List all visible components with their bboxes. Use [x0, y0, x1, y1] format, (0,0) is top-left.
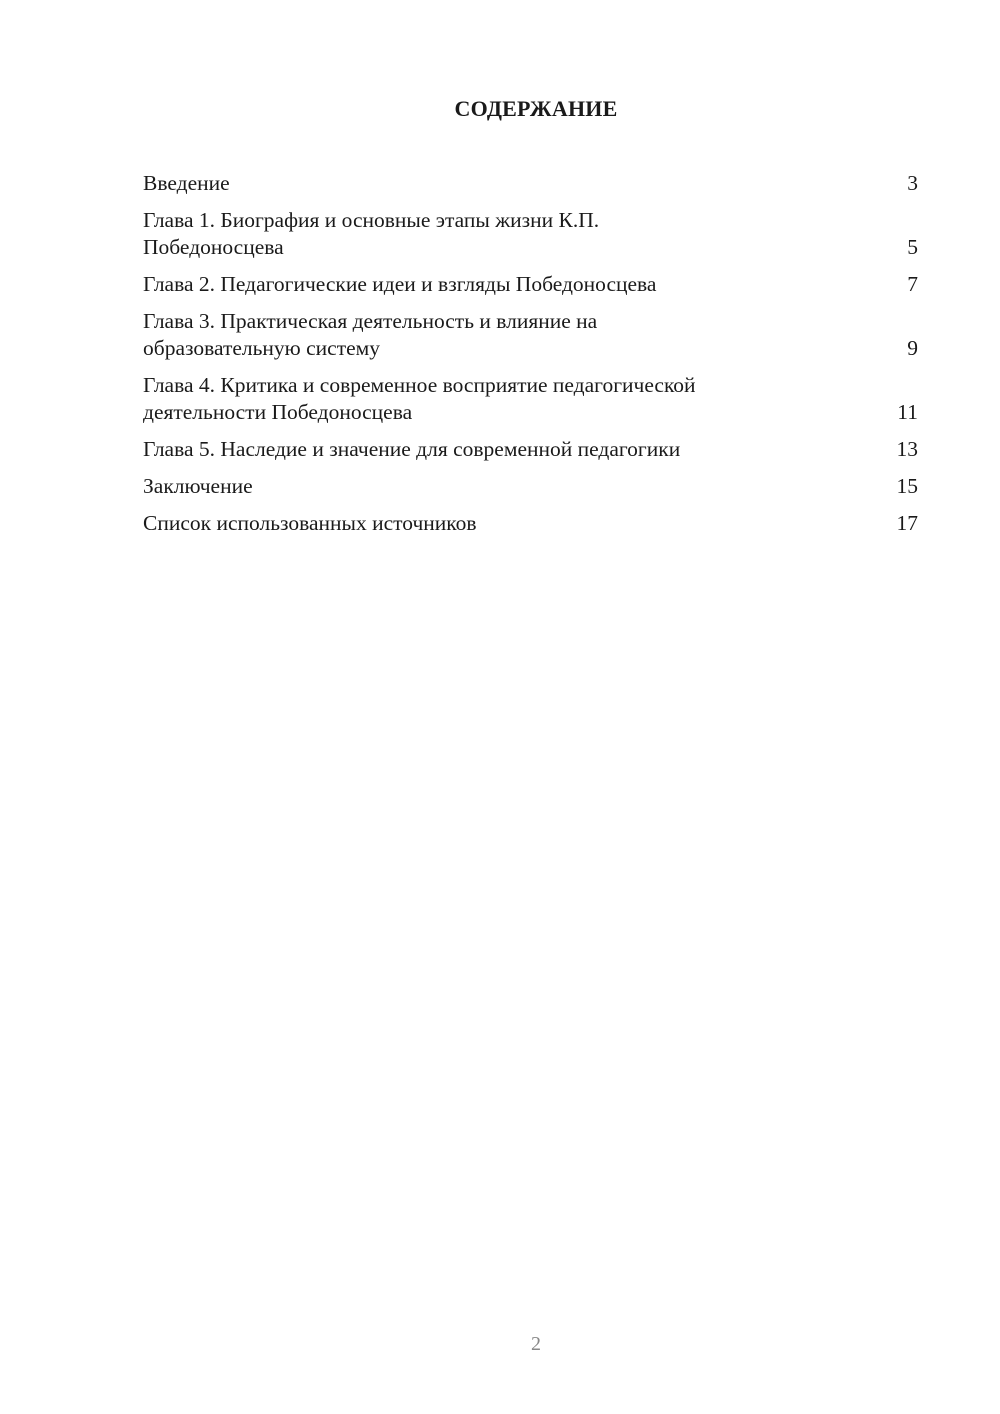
toc-entry-page: 11 — [897, 400, 918, 424]
toc-entry-text: Глава 1. Биография и основные этапы жизни К.П. Победоносцева — [143, 208, 600, 259]
toc-entry-text: Введение — [143, 171, 230, 195]
page-number: 2 — [531, 1333, 541, 1355]
toc-entry-introduction[interactable] — [143, 170, 918, 197]
toc-entry-chapter-2[interactable] — [143, 271, 918, 298]
toc-entry-chapter-5[interactable] — [143, 436, 918, 463]
toc-entry-page: 5 — [907, 235, 918, 259]
toc-entry-text: Глава 3. Практическая деятельность и влияние на образовательную систему — [143, 309, 598, 360]
toc-entry-text: Список использованных источников — [143, 511, 477, 535]
toc-entry-page: 3 — [907, 171, 918, 195]
table-of-contents — [143, 170, 918, 547]
toc-entry-text: Глава 2. Педагогические идеи и взгляды Победоносцева — [143, 272, 657, 296]
page-title: СОДЕРЖАНИЕ — [454, 96, 618, 121]
toc-entry-references[interactable] — [143, 510, 918, 537]
toc-entry-chapter-4[interactable] — [143, 372, 918, 426]
toc-entry-chapter-1[interactable] — [143, 207, 918, 261]
toc-entry-text: Глава 4. Критика и современное восприятие педагогической деятельности Победоносцева — [143, 373, 696, 424]
toc-entry-page: 17 — [896, 511, 918, 535]
toc-entry-text: Глава 5. Наследие и значение для современной педагогики — [143, 437, 681, 461]
toc-entry-page: 15 — [896, 474, 918, 498]
toc-entry-chapter-3[interactable] — [143, 308, 918, 362]
toc-entry-conclusion[interactable] — [143, 473, 918, 500]
toc-entry-page: 9 — [907, 336, 918, 360]
toc-entry-page: 7 — [907, 272, 918, 296]
toc-entry-text: Заключение — [143, 474, 253, 498]
toc-entry-page: 13 — [896, 437, 918, 461]
